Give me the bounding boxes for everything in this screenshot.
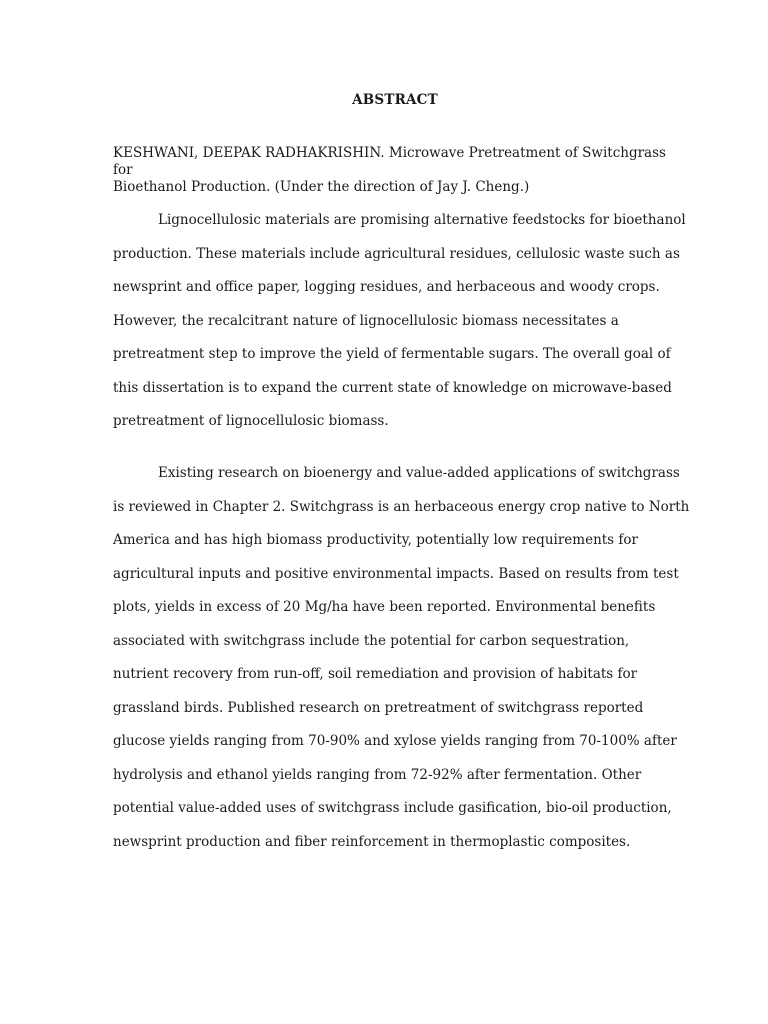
paragraph-line: newsprint production and fiber reinforcement in thermoplastic composites. [113, 833, 631, 850]
paragraph-line: agricultural inputs and positive environmental impacts. Based on results from test [113, 565, 679, 582]
paragraph-line: this dissertation is to expand the current state of knowledge on microwave-based [113, 379, 672, 396]
paragraph-line: pretreatment step to improve the yield of fermentable sugars. The overall goal of [113, 346, 671, 362]
paragraph-line: newsprint and office paper, logging residues, and herbaceous and woody crops. [113, 279, 660, 295]
paragraph-line: America and has high biomass productivity, potentially low requirements for [113, 532, 638, 548]
paragraph-line: glucose yields ranging from 70-90% and xylose yields ranging from 70-100% after [113, 733, 677, 749]
citation-line: Bioethanol Production. (Under the direction of Jay J. Cheng.) [113, 179, 530, 195]
paragraph-line: pretreatment of lignocellulosic biomass. [113, 413, 389, 429]
paragraph-line: However, the recalcitrant nature of lignocellulosic biomass necessitates a [113, 312, 619, 329]
paragraph-line: hydrolysis and ethanol yields ranging from 72-92% after fermentation. Other [113, 766, 642, 783]
paragraph-line: potential value-added uses of switchgrass include gasification, bio-oil production, [113, 800, 672, 816]
paragraph-line: plots, yields in excess of 20 Mg/ha have been reported. Environmental benefits [113, 599, 656, 615]
paragraph-line: grassland birds. Published research on pretreatment of switchgrass reported [113, 699, 644, 716]
paragraph-line: Existing research on bioenergy and value-added applications of switchgrass [158, 465, 680, 481]
paragraph-line: is reviewed in Chapter 2. Switchgrass is an herbaceous energy crop native to North [113, 498, 690, 515]
paragraph-line: production. These materials include agricultural residues, cellulosic waste such as [113, 245, 680, 262]
citation-line: KESHWANI, DEEPAK RADHAKRISHIN. Microwave Pretreatment of Switchgrass for [113, 145, 666, 178]
abstract-paragraph-1 [113, 212, 688, 447]
citation [113, 145, 688, 196]
abstract-paragraph-2 [113, 465, 688, 867]
paragraph-line: Lignocellulosic materials are promising alternative feedstocks for bioethanol [158, 212, 686, 228]
page-title: ABSTRACT [352, 92, 438, 108]
paragraph-line: nutrient recovery from run-off, soil remediation and provision of habitats for [113, 666, 638, 682]
paragraph-line: associated with switchgrass include the potential for carbon sequestration, [113, 632, 630, 649]
